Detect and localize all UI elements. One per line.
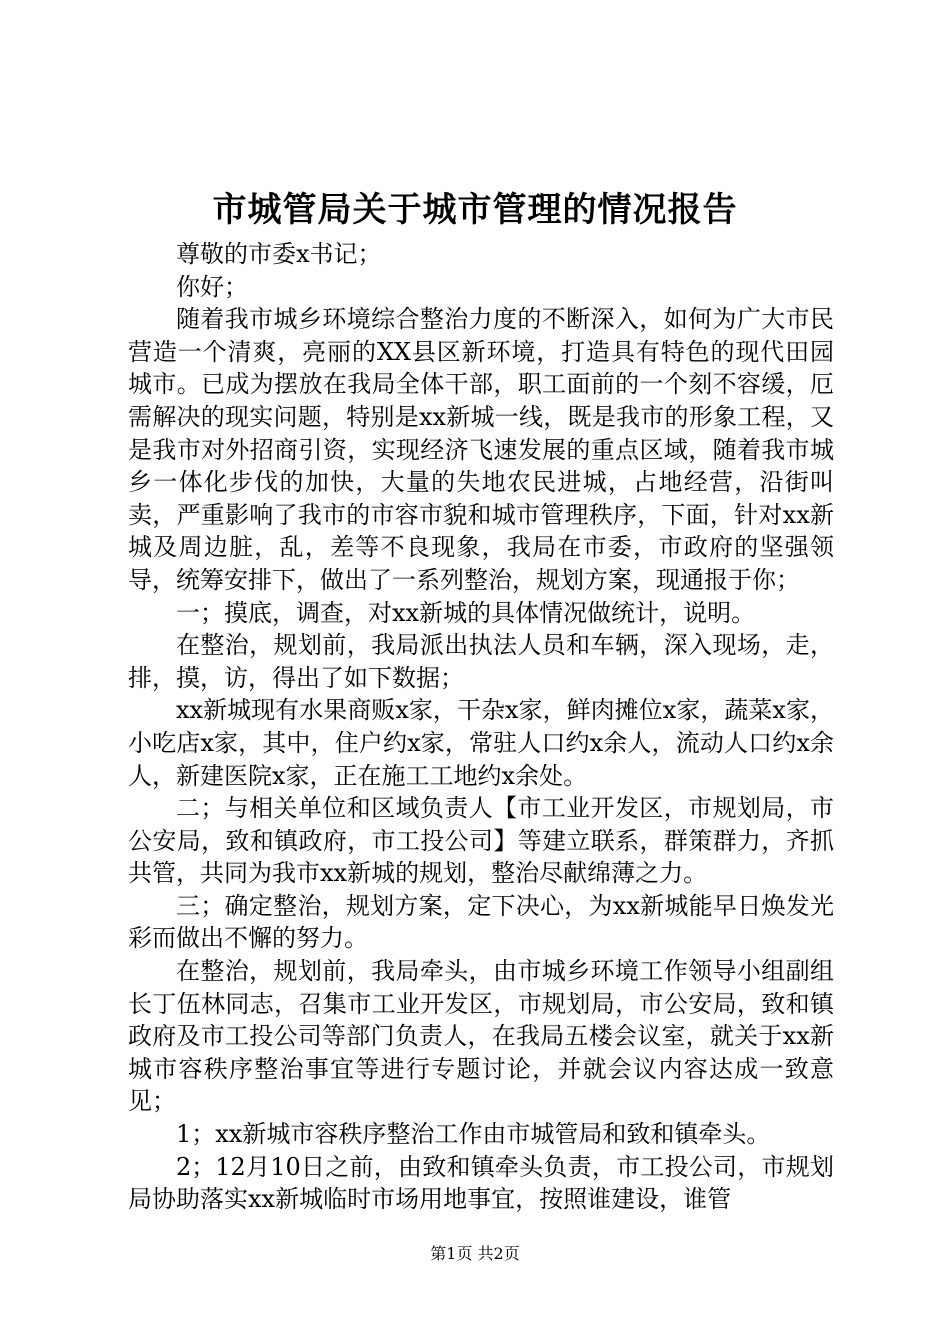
section-heading-3: 三；确定整治，规划方案，定下决心，为xx新城能早日焕发光彩而做出不懈的努力。 xyxy=(128,891,834,953)
document-title: 市城管局关于城市管理的情况报告 xyxy=(212,190,738,230)
list-item-1: 1；xx新城市容秩序整治工作由市城管局和致和镇牵头。 xyxy=(176,1120,771,1149)
section-heading-1: 一；摸底，调查，对xx新城的具体情况做统计，说明。 xyxy=(176,598,756,627)
document-body xyxy=(128,238,834,1216)
body-paragraph: xx新城现有水果商贩x家，干杂x家，鲜肉摊位x家，蔬菜x家，小吃店x家，其中，住户约x家，常驻人口约x余人，流动人口约x余人，新建医院x家，正在施工工地约x余处。 xyxy=(128,696,834,790)
body-paragraph: 在整治，规划前，我局派出执法人员和车辆，深入现场，走，排，摸，访，得出了如下数据； xyxy=(128,631,834,692)
page-footer: 第1页 共2页 xyxy=(430,1244,520,1263)
list-item-2: 2；12月10日之前，由致和镇牵头负责，市工投公司，市规划局协助落实xx新城临时市场用地事宜，按照谁建设，谁管 xyxy=(128,1152,834,1214)
salutation: 尊敬的市委x书记； xyxy=(176,240,382,268)
body-paragraph: 在整治，规划前，我局牵头，由市城乡环境工作领导小组副组长丁伍林同志，召集市工业开发区，市规划局，市公安局，致和镇政府及市工投公司等部门负责人，在我局五楼会议室，就关于xx新城市容秩序整治事宜等进行专题讨论，并就会议内容达成一致意见； xyxy=(128,957,834,1116)
body-paragraph: 随着我市城乡环境综合整治力度的不断深入，如何为广大市民营造一个清爽，亮丽的XX县区新环境，打造具有特色的现代田园城市。已成为摆放在我局全体干部，职工面前的一个刻不容缓，厄需解决的现实问题，特别是xx新城一线，既是我市的形象工程，又是我市对外招商引资，实现经济飞速发展的重点区域，随着我市城乡一体化步伐的加快，大量的失地农民进城，占地经营，沿街叫卖，严重影响了我市的市容市貌和城市管理秩序，下面，针对xx新城及周边脏，乱，差等不良现象，我局在市委，市政府的坚强领导，统筹安排下，做出了一系列整治，规划方案，现通报于你； xyxy=(128,305,834,594)
section-heading-2: 二；与相关单位和区域负责人【市工业开发区，市规划局，市公安局，致和镇政府，市工投公司】等建立联系，群策群力，齐抓共管，共同为我市xx新城的规划，整治尽献绵薄之力。 xyxy=(128,794,834,888)
greeting: 你好； xyxy=(176,272,248,301)
